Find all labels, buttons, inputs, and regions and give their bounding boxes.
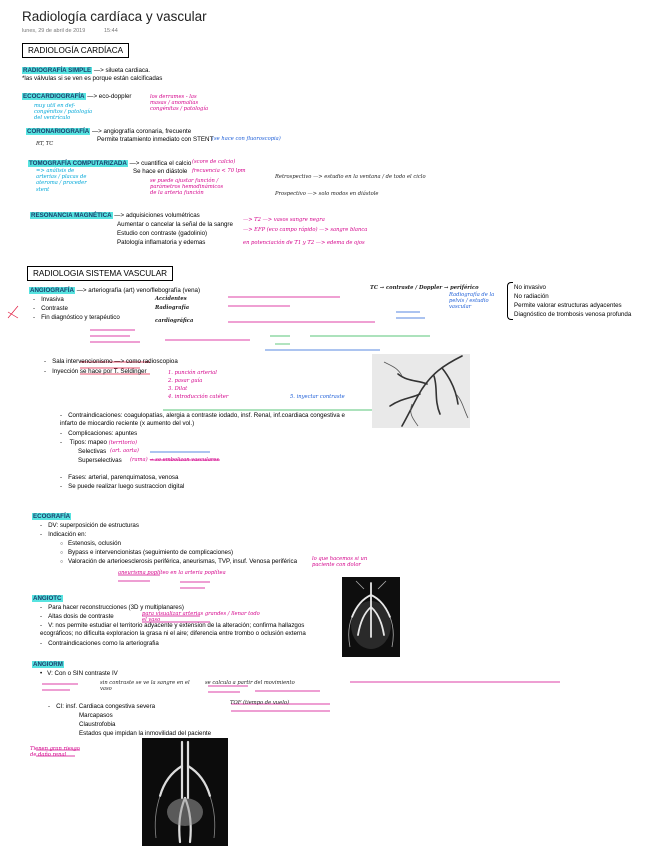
angiorm-ci: - CI: insf. Cardiaca congestiva severa xyxy=(48,703,155,711)
hw-mid3: cardiográfica xyxy=(155,318,194,324)
eco2-label: ECOGRAFÍA xyxy=(33,513,71,520)
eco-hw-right: los derrames - las masas / anomalías congénitas / patología xyxy=(150,94,209,113)
angio-item-2: - Contraste xyxy=(33,305,68,313)
eco-text: —> eco-doppler xyxy=(87,93,132,100)
angiography-image xyxy=(372,354,470,428)
angio-label: ANGIOGRAFÍA xyxy=(30,287,74,294)
angiotc-item-3: - V: nos permite estudiar el territorio adyacente y extension de la alteración; confirma hallazgos ecográficos; no dificulta exploracion la grasa ni el aire; diferencia entre trombo o oclusión externa xyxy=(40,622,330,637)
tipos-text: Tipos: mapeo xyxy=(69,439,107,446)
angiotc-hw: para visualizar arterias grandes / llenar todo el vaso xyxy=(142,611,260,624)
angiorm-ci-3: Estados que impidan la inmovilidad del paciente xyxy=(79,730,212,737)
hw-mid2: Radiografía xyxy=(155,305,190,311)
tc-text: —> cuantifica el calcio xyxy=(129,160,192,167)
angio-item-1: - Invasiva xyxy=(33,296,64,304)
rx-label: RADIOGRAFÍA SIMPLE xyxy=(23,67,92,74)
angiorm-label: ANGIORM xyxy=(33,661,63,668)
tc-hw1: (score de calcio) xyxy=(192,159,236,165)
coro-text2: Permite tratamiento inmediato con STENT xyxy=(97,136,214,143)
angiorm-hw3: TOF (tiempo de vuelo) xyxy=(230,700,289,706)
angiorm-line xyxy=(32,661,64,669)
rm-l1: Aumentar o cancelar la señal de la sangre xyxy=(117,221,233,228)
superselectivas-hw: (rama) → se embolizan vasculares xyxy=(130,457,220,463)
coro-label: CORONARIOGRAFÍA xyxy=(27,128,90,135)
seldinger-step-4: 4. introducción catéter xyxy=(168,394,229,400)
eco2-indic: - Indicación en: xyxy=(40,531,86,539)
coro-hw: (se hace con fluoroscopia) xyxy=(212,136,281,142)
seldinger-line: - Inyección se hace por T. Seldinger xyxy=(44,368,147,376)
rm-hw2: —> EFP (eco campo rápido) —> sangre blanca xyxy=(243,227,368,233)
hw-mid1: Accidentes xyxy=(155,296,187,302)
superselectivas: Superselectivas xyxy=(78,457,122,464)
section-header-cardiaca: RADIOLOGÍA CARDÍACA xyxy=(22,43,129,58)
rm-hw3: en potenciación de T1 y T2 —> edema de ojos xyxy=(243,240,365,246)
angiotc-item-2: - Altas dosis de contraste xyxy=(40,613,114,621)
angio-item-3: - Fin diagnóstico y terapéutico xyxy=(33,314,120,322)
eco2-line xyxy=(32,513,71,521)
angiorm-image xyxy=(142,738,228,846)
tipos-hw: (territorio) xyxy=(108,440,137,446)
angiorm-vessels xyxy=(142,738,228,846)
rm-l2: Estudio con contraste (gadolinio) xyxy=(117,230,208,237)
angiorm-ci-2: Claustrofobia xyxy=(79,721,116,728)
tipos xyxy=(60,439,137,447)
rm-label: RESONANCIA MAGNÉTICA xyxy=(31,212,112,219)
seldinger-step-3: 3. Dilat xyxy=(168,386,188,392)
tc-hw-left: => análisis de arterias / placas de ateroma / proceder stent xyxy=(36,168,87,193)
section-header-vascular: RADIOLOGIA SISTEMA VASCULAR xyxy=(27,266,173,281)
right-list-2: No radiación xyxy=(514,293,549,300)
eco2-sub-3: ○ Valoración de arterioesclerosis periférica, aneurismas, TVP, insuf. Venosa periférica xyxy=(60,558,297,567)
eco2-dv: - DV: superposición de estructuras xyxy=(40,522,139,530)
angiotc-item-4: - Contraindicaciones como la arteriografia xyxy=(40,640,159,648)
hw-tc: TC → contraste / Doppler → periférico xyxy=(370,285,479,291)
tc-hw-r1: Retrospectivo —> estudio en la ventana / de todo el ciclo xyxy=(275,174,426,180)
contraindicaciones: - Contraindicaciones: coagulopatías, alergia a contraste iodado, insf. Renal, inf.coardiaca congestiva e infarto de miocardio reciente (x aumento del vol.) xyxy=(60,412,360,427)
salas-line: - Sala intervencionismo —> como radioscopioa xyxy=(44,358,178,366)
sustraccion: - Se puede realizar luego sustraccion digital xyxy=(60,483,184,491)
rx-note: *las válvulas si se ven es porque están calcificadas xyxy=(22,75,163,82)
fases: - Fases: arterial, parenquimatosa, venosa xyxy=(60,474,178,482)
page-title: Radiología cardíaca y vascular xyxy=(22,9,207,24)
rx-text: —> silueta cardiaca. xyxy=(93,67,151,74)
hw-tc-right: Radiografía de la pelvis / estudio vascular xyxy=(449,292,495,311)
tc-label: TOMOGRAFÍA COMPUTARIZADA xyxy=(29,160,127,167)
eco2-sub-1: ○ Estenosis, oclusión xyxy=(60,540,121,549)
eco-label: ECOCARDIOGRAFÍA xyxy=(23,93,85,100)
tc-hw-mid: se puede ajustar función / parámetros hemodinámicos de la arteria función xyxy=(150,178,224,197)
angiotc-image xyxy=(342,577,400,657)
page-date: lunes, 29 de abril de 2019 xyxy=(22,28,86,34)
angiorm-hw1: sin contraste se ve la sangre en el vaso xyxy=(100,680,190,693)
page-time: 15:44 xyxy=(104,28,118,34)
tc-hw2: frecuencia < 70 lpm xyxy=(192,168,246,174)
tc-text2: Se hace en diástole xyxy=(133,168,188,175)
right-list-4: Diagnóstico de trombosis venosa profunda xyxy=(514,311,632,318)
seldinger-step-5: 5. inyectar contraste xyxy=(290,394,345,400)
eco-hw-left: muy util en def-congénitos / patología del ventrículo xyxy=(34,103,93,122)
eco2-sub-2: ○ Bypass e intervencionistas (seguimiento de complicaciones) xyxy=(60,549,233,558)
angio-text: —> arteriografía (art) veno/flebografía (vena) xyxy=(76,287,201,294)
complicaciones: - Complicaciones: apuntes xyxy=(60,430,137,438)
angiotc-item-1: - Para hacer reconstrucciones (3D y multiplanares) xyxy=(40,604,184,612)
eco2-hw1: lo que hacemos si un paciente con dolor xyxy=(312,556,368,569)
angiography-vessels xyxy=(372,354,470,428)
angiotc-line xyxy=(32,595,63,603)
angiotc-label: ANGIOTC xyxy=(33,595,62,602)
angiorm-hw-left: Tienen gran riesgo de daño renal xyxy=(30,746,80,759)
selectivas: Selectivas xyxy=(78,448,107,455)
angiotc-vessels xyxy=(342,577,400,657)
rm-l3: Patología inflamatoria y edemas xyxy=(117,239,206,246)
angiorm-hw2: se calcula a partir del movimiento xyxy=(205,680,295,686)
eco2-hw2: aneurisma poplíteo en la arteria poplítea xyxy=(118,570,226,576)
selectivas-hw: (art. aorta) xyxy=(110,448,139,454)
right-list-1: No invasivo xyxy=(514,284,546,291)
angiorm-v: • V: Con o SIN contraste IV xyxy=(40,670,118,678)
rm-hw1: —> T2 —> vasos sangre negra xyxy=(243,217,325,223)
seldinger-step-1: 1. punción arterial xyxy=(168,370,217,376)
seldinger-step-2: 2. pasar guía xyxy=(168,378,203,384)
angiorm-ci-1: Marcapasos xyxy=(79,712,113,719)
right-list-3: Permite valorar estructuras adyacentes xyxy=(514,302,622,309)
coro-sub: RT, TC xyxy=(36,141,54,147)
coro-text: —> angiografía coronaria, frecuente xyxy=(91,128,192,135)
tc-hw-r2: Prospectivo —> solo modos en diástole xyxy=(275,191,379,197)
rm-text: —> adquisiciones volumétricas xyxy=(114,212,200,219)
